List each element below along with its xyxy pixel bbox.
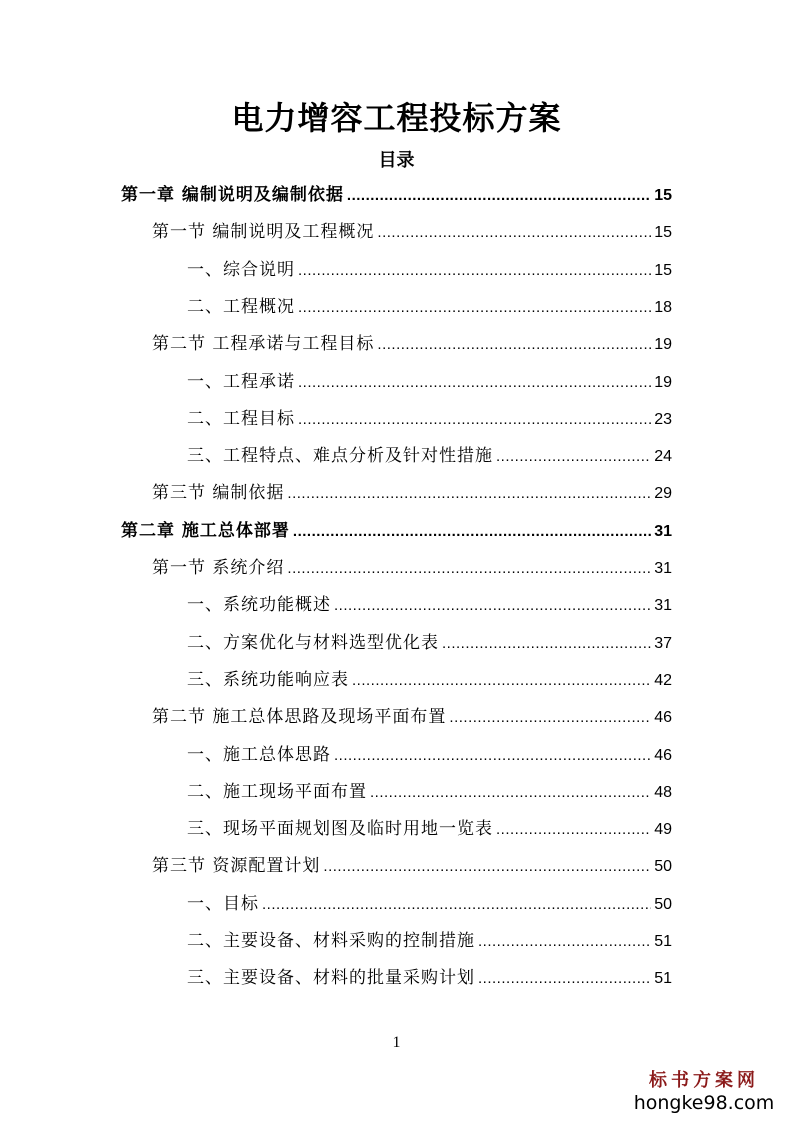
toc-entry-page: 18 [654,298,672,316]
toc-entry-page: 50 [654,858,672,876]
toc-entry-page: 15 [654,224,672,242]
toc-dot-leader [347,181,651,211]
toc-entry[interactable] [152,851,672,881]
toc-dot-leader [442,629,651,659]
watermark-name: 标书方案网 [649,1070,759,1091]
toc-dot-leader [334,591,651,621]
toc-dot-leader [496,442,651,472]
document-title: 电力增容工程投标方案 [231,99,562,137]
toc-entry-page: 46 [654,746,672,764]
toc-entry-title: 二、主要设备、材料采购的控制措施 [187,931,475,951]
toc-entry-page: 49 [654,821,672,839]
toc-dot-leader [287,479,651,509]
toc-dot-leader [334,741,651,771]
toc-entry[interactable] [187,441,672,471]
toc-entry-page: 15 [654,187,672,204]
toc-entry-title: 第二章 施工总体部署 [121,520,290,541]
toc-entry-title: 第二节 施工总体思路及现场平面布置 [152,707,447,728]
toc-entry-title: 第一节 编制说明及工程概况 [152,222,375,243]
toc-entry-page: 42 [654,671,672,689]
toc-entry[interactable] [152,329,672,359]
watermark-logo [629,1070,779,1114]
toc-dot-leader [298,368,651,398]
toc-dot-leader [449,703,651,733]
toc-dot-leader [293,517,651,547]
toc-entry-page: 19 [654,373,672,391]
toc-entry[interactable] [152,553,672,583]
toc-dot-leader [298,293,651,323]
toc-dot-leader [496,815,651,845]
toc-entry[interactable] [187,963,672,993]
toc-entry-page: 48 [654,783,672,801]
toc-entry[interactable] [187,367,672,397]
toc-dot-leader [478,927,651,957]
page-number: 1 [392,1034,401,1051]
toc-dot-leader [352,666,651,696]
toc-entry[interactable] [187,740,672,770]
toc-entry-page: 23 [654,410,672,428]
toc-entry[interactable] [187,590,672,620]
toc-entry[interactable] [187,292,672,322]
toc-entry[interactable] [187,665,672,695]
toc-entry-page: 31 [654,522,672,540]
toc-entry[interactable] [187,777,672,807]
toc-entry-title: 一、目标 [187,893,259,914]
toc-entry[interactable] [152,478,672,508]
toc-entry-title: 二、方案优化与材料选型优化表 [187,632,439,653]
toc-entry[interactable] [187,889,672,919]
toc-entry-page: 50 [654,895,672,913]
toc-entry[interactable] [187,926,672,956]
toc-dot-leader [298,256,651,286]
toc-entry-title: 二、工程目标 [187,408,295,429]
toc-entry-page: 37 [654,634,672,652]
toc-entry-page: 31 [654,560,672,577]
toc-dot-leader [287,554,651,584]
toc-entry-page: 51 [654,970,672,988]
toc-entry-title: 二、工程概况 [187,296,295,317]
watermark-url[interactable]: hongke98.com [633,1092,775,1114]
toc-dot-leader [478,964,651,994]
toc-heading: 目录 [378,150,415,171]
toc-entry-title: 第一节 系统介绍 [152,558,285,578]
toc-entry-page: 51 [654,933,672,950]
toc-entry-title: 三、主要设备、材料的批量采购计划 [187,968,475,989]
toc-entry-title: 第二节 工程承诺与工程目标 [152,334,375,355]
toc-entry-title: 一、工程承诺 [187,371,295,392]
toc-dot-leader [377,330,651,360]
toc-entry[interactable] [187,814,672,844]
toc-entry-page: 29 [654,485,672,503]
toc-entry-page: 24 [654,448,672,466]
toc-entry[interactable] [121,180,672,210]
toc-entry-page: 46 [654,709,672,727]
toc-entry-title: 第三节 编制依据 [152,483,285,504]
toc-dot-leader [262,890,651,920]
toc-entry-page: 31 [654,597,672,615]
toc-entry-title: 三、现场平面规划图及临时用地一览表 [187,819,493,840]
toc-entry-title: 第一章 编制说明及编制依据 [121,185,344,205]
toc-entry-title: 一、系统功能概述 [187,595,331,616]
toc-entry-title: 二、施工现场平面布置 [187,781,367,802]
toc-entry-page: 15 [654,261,672,279]
toc-entry[interactable] [187,404,672,434]
toc-entry[interactable] [187,255,672,285]
toc-entry-title: 一、施工总体思路 [187,744,331,765]
toc-dot-leader [377,218,651,248]
toc-entry-title: 三、工程特点、难点分析及针对性措施 [187,446,493,467]
toc-entry-title: 一、综合说明 [187,259,295,280]
toc-entry[interactable] [152,702,672,732]
toc-entry-page: 19 [654,336,672,354]
toc-entry[interactable] [187,628,672,658]
toc-entry[interactable] [121,516,672,546]
toc-dot-leader [323,852,651,882]
toc-dot-leader [370,778,651,808]
toc-entry[interactable] [152,217,672,247]
toc-dot-leader [298,405,651,435]
toc-entry-title: 三、系统功能响应表 [187,669,349,690]
toc-entry-title: 第三节 资源配置计划 [152,856,321,877]
